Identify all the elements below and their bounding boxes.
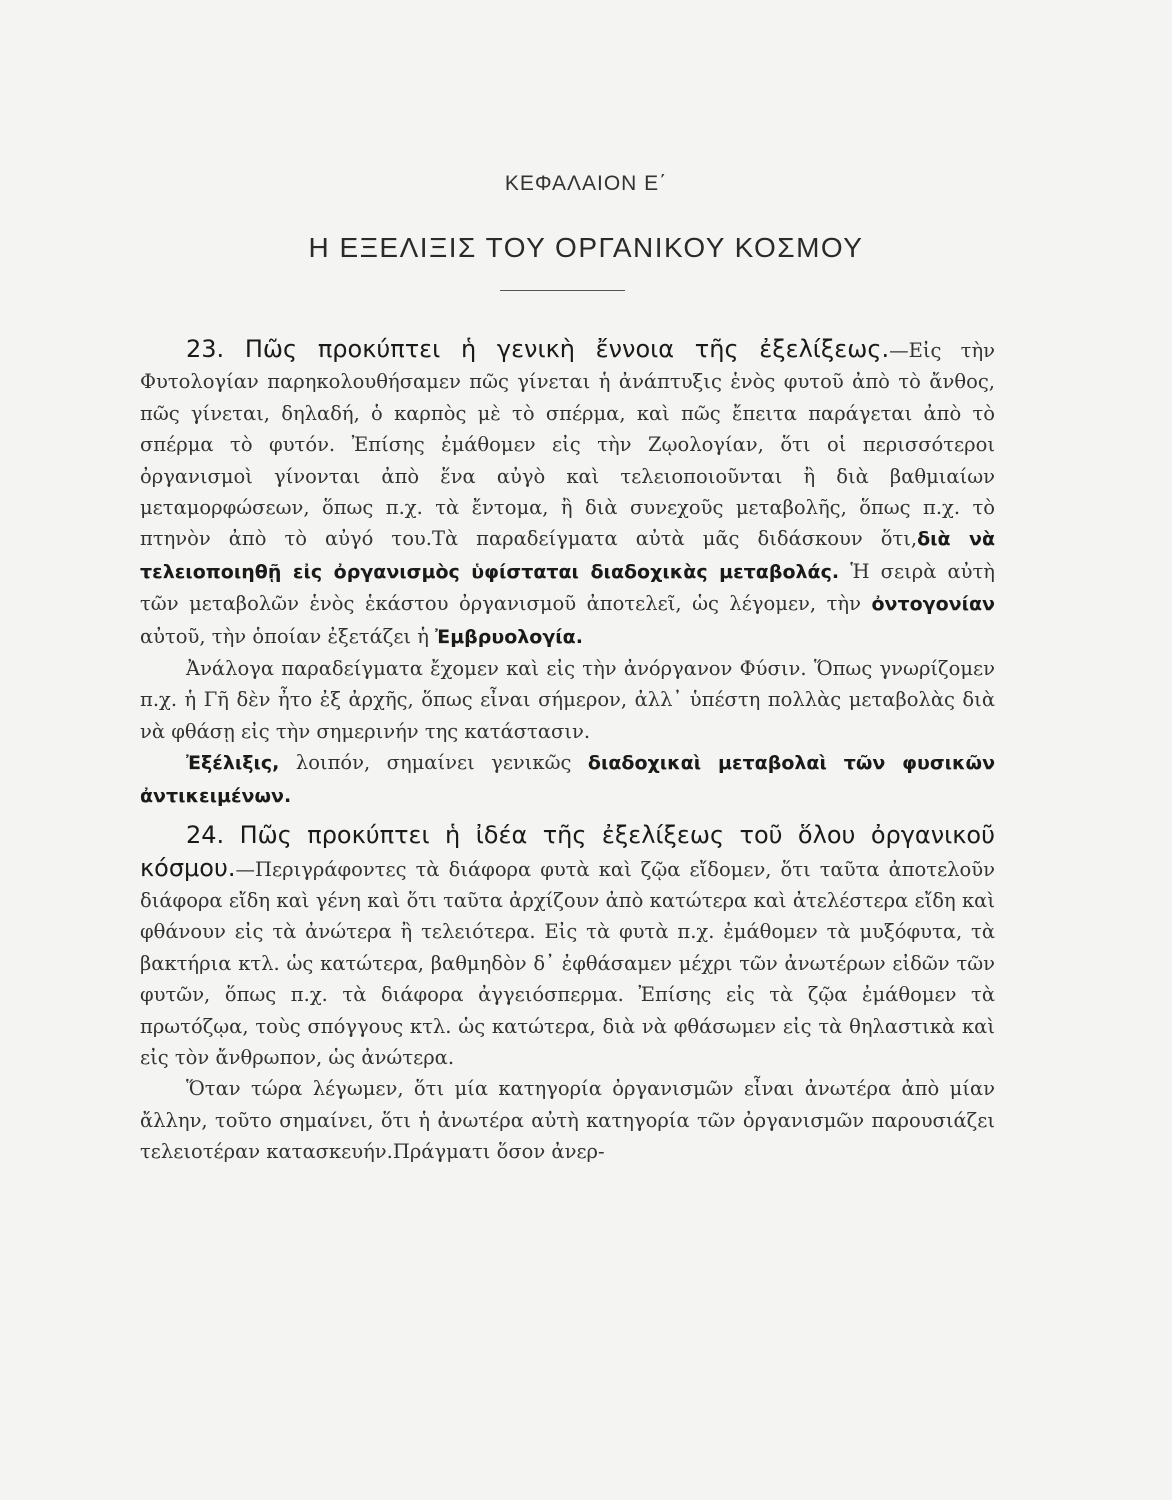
section-23-paragraph-1 [140, 334, 995, 653]
section-23-paragraph-3 [140, 747, 995, 812]
section-23-text-p3b: λοιπόν, σημαίνει γενικῶς [279, 751, 588, 775]
section-23-text-a: —Εἰς τὴν Φυτολογίαν παρηκολουθήσαμεν πῶς γίνεται ἡ ἀνάπτυξις ἑνὸς φυτοῦ ἀπὸ τὸ ἄνθος, πῶς γίνεται, δηλαδή, ὁ καρπὸς μὲ τὸ σπέρμα, καὶ πῶς ἔπειτα παράγεται ἀπὸ τὸ σπέρμα τὸ φυτόν. Ἐπίσης ἐμάθομεν εἰς τὴν Ζῳολογίαν, ὅτι οἱ περισσότεροι ὀργανισμοὶ γίνονται ἀπὸ ἕνα αὐγὸ καὶ τελειοποιοῦνται ἢ διὰ βαθμιαίων μεταμορφώσεων, ὅπως π.χ. τὰ ἔντομα, ἢ διὰ συνεχοῦς μεταβολῆς, ὅπως π.χ. τὸ πτηνὸν ἀπὸ τὸ αὐγό του.Τὰ παραδείγματα αὐτὰ μᾶς διδάσκουν ὅτι, [140, 339, 996, 551]
section-23-bold-f: Ἐμβρυολογία. [435, 625, 583, 648]
section-23-bold-d: ὀντογονίαν [871, 593, 995, 616]
title-divider [500, 290, 625, 291]
section-23-paragraph-2: Ἀνάλογα παραδείγματα ἔχομεν καὶ εἰς τὴν ἀνόργανον Φύσιν. Ὅπως γνωρίζομεν π.χ. ἡ Γῆ δὲν ἦτο ἐξ ἀρχῆς, ὅπως εἶναι σήμερον, ἀλλ᾽ ὑπέστη πολλὰς μεταβολὰς διὰ νὰ φθάσῃ εἰς τὴν σημερινήν της κατάστασιν. [140, 657, 995, 743]
chapter-title: Η ΕΞΕΛΙΞΙΣ ΤΟΥ ΟΡΓΑΝΙΚΟΥ ΚΟΣΜΟΥ [308, 232, 864, 263]
section-24-heading: 24. Πῶς προκύπτει ἡ ἰδέα τῆς ἐξελίξεως τοῦ ὅλου ὀργανικοῦ κόσμου. [140, 821, 995, 882]
section-23-heading: 23. Πῶς προκύπτει ἡ γενικὴ ἔννοια τῆς ἐξελίξεως. [186, 335, 890, 363]
section-23-bold-evolution: Ἐξέλιξις, [186, 752, 280, 775]
section-23-text-c: Ἡ σειρὰ αὐτὴ τῶν μεταβολῶν ἑνὸς ἑκάστου ὀργανισμοῦ ἀποτελεῖ, ὡς λέγομεν, τὴν [140, 559, 995, 616]
chapter-label: ΚΕΦΑΛΑΙΟΝ Ε΄ [504, 172, 668, 195]
page-body [140, 334, 995, 1168]
section-24-text-a: —Περιγράφοντες τὰ διάφορα φυτὰ καὶ ζῷα εἴδομεν, ὅτι ταῦτα ἀποτελοῦν διάφορα εἴδη καὶ γένη καὶ ὅτι ταῦτα ἀρχίζουν ἀπὸ κατώτερα καὶ ἀτελέστερα εἴδη καὶ φθάνουν εἰς τὰ ἀνώτερα ἢ τελειότερα. Εἰς τὰ φυτὰ π.χ. ἐμάθομεν τὰ μυξόφυτα, τὰ βακτήρια κτλ. ὡς κατώτερα, βαθμηδὸν δ᾽ ἐφθάσαμεν μέχρι τῶν ἀνωτέρων εἰδῶν τῶν φυτῶν, ὅπως π.χ. τὰ διάφορα ἀγγειόσπερμα. Ἐπίσης εἰς τὰ ζῷα ἐμάθομεν τὰ πρωτόζῳα, τοὺς σπόγγους κτλ. ὡς κατώτερα, διὰ νὰ φθάσωμεν εἰς τὰ θηλαστικὰ καὶ εἰς τὸν ἄνθρωπον, ὡς ἀνώτερα. [140, 857, 995, 1069]
section-23-bold-b: διὰ νὰ τελειοποιηθῇ εἰς ὀργανισμὸς ὑφίσταται διαδοχικὰς μεταβολάς. [140, 528, 995, 583]
section-23-bold-definition: διαδοχικαὶ μεταβολαὶ τῶν φυσικῶν ἀντικειμένων. [140, 752, 996, 807]
section-24-paragraph-2: Ὅταν τώρα λέγωμεν, ὅτι μία κατηγορία ὀργανισμῶν εἶναι ἀνωτέρα ἀπὸ μίαν ἄλλην, τοῦτο σημαίνει, ὅτι ἡ ἀνωτέρα αὐτὴ κατηγορία τῶν ὀργανισμῶν παρουσιάζει τελειοτέραν κατασκευήν.Πράγματι ὅσον ἀνερ- [140, 1077, 995, 1164]
section-23-text-e: αὐτοῦ, τὴν ὁποίαν ἐξετάζει ἡ [140, 624, 436, 648]
section-24-paragraph-1 [140, 820, 995, 1073]
